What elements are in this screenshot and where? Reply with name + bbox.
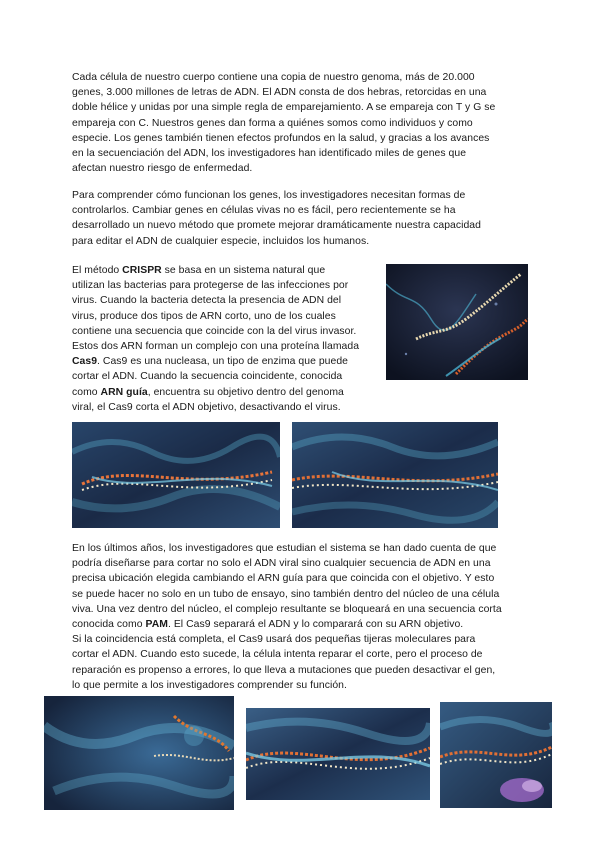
text-line: virus. Cuando la bacteria detecta la presencia de ADN del	[72, 295, 342, 307]
text-line: podría diseñarse para cortar no solo el ADN viral sino cualquier secuencia de ADN en una	[72, 558, 491, 570]
text-line: Si la coincidencia está completa, el Cas9 usará dos pequeñas tijeras moleculares para	[72, 634, 476, 646]
text-line: Para comprender cómo funcionan los genes, los investigadores necesitan formas de	[72, 190, 466, 201]
text-line: afectan nuestro riesgo de enfermedad.	[72, 163, 253, 175]
dna-helix-image	[386, 264, 528, 380]
crispr-term: CRISPR	[122, 265, 162, 276]
text-line: genes, 3.000 millones de letras de ADN. El ADN consta de dos hebras, retorcidas en una	[72, 87, 487, 99]
text-line: virus, produce dos tipos de ARN corto, uno de los cuales	[72, 310, 336, 322]
dna-cut-image	[246, 708, 430, 800]
text-line: conocida como PAM. El Cas9 separará el ADN y lo comparará con su ARN objetivo.	[72, 619, 464, 631]
gene-editing-paragraph	[72, 541, 502, 693]
text-line: contiene una secuencia que coincide con la del virus invasor.	[72, 325, 357, 337]
pam-term: PAM	[145, 619, 168, 631]
text-line: empareja con C. Nuestros genes dan forma a quiénes somos como individuos y como	[72, 117, 473, 129]
text-line: utilizan las bacterias para protegerse de las infecciones por	[72, 280, 349, 292]
text-line: reparación es propenso a errores, lo que lleva a mutaciones que pueden desactivar el gen,	[72, 664, 496, 676]
text-line: El método CRISPR se basa en un sistema natural que	[72, 265, 326, 276]
dna-repair-image	[440, 702, 552, 808]
text-line: cortar el ADN. Cuando la secuencia coincidente, conocida	[72, 371, 343, 383]
text-line: Cada célula de nuestro cuerpo contiene una copia de nuestro genoma, más de 20.000	[72, 72, 475, 83]
crispr-paragraph	[72, 263, 359, 415]
cas9-complex-image	[44, 696, 234, 810]
cas9-term: Cas9	[72, 356, 98, 368]
text-line: como ARN guía, encuentra su objetivo dentro del genoma	[72, 386, 344, 398]
text-line: en la secuenciación del ADN, los investigadores han identificado miles de genes que	[72, 148, 467, 160]
text-line: Estos dos ARN forman un complejo con una proteína llamada	[72, 341, 360, 353]
genes-control-paragraph	[72, 188, 481, 249]
text-line: Cas9. Cas9 es una nucleasa, un tipo de enzima que puede	[72, 356, 348, 368]
text-line: cortar el ADN. Cuando esto sucede, la célula intenta reparar el corte, pero el proceso de	[72, 649, 483, 661]
text-line: desarrollado un nuevo método que promete mejorar dramáticamente nuestra capacidad	[72, 220, 481, 232]
text-line: doble hélice y unidas por una simple regla de emparejamiento. A se empareja con T y G se	[72, 102, 496, 114]
text-line: controlarlos. Cambiar genes en células vivas no es fácil, pero recientemente se ha	[72, 205, 456, 217]
text-line: para editar el ADN de cualquier especie, incluidos los humanos.	[72, 235, 370, 247]
text-line: lo que permite a los investigadores comprender su función.	[72, 679, 347, 691]
text-line: En los últimos años, los investigadores que estudian el sistema se han dado cuenta de que	[72, 543, 497, 554]
cas9-dna-image	[72, 422, 280, 528]
dna-unwinding-image	[292, 422, 498, 528]
guide-rna-term: ARN guía	[100, 386, 148, 398]
text-line: especie. Los genes también tienen efectos profundos en la salud, y gracias a los avances	[72, 132, 490, 144]
text-line: se puede hacer no solo en un tubo de ensayo, sino también dentro del núcleo de una célula	[72, 588, 500, 600]
text-line: viva. Una vez dentro del núcleo, el complejo resultante se bloqueará en una secuencia corta	[72, 603, 502, 615]
text-line: viral, el Cas9 corta el ADN objetivo, desactivando el virus.	[72, 401, 341, 413]
text-line: precisa ubicación elegida cambiando el ARN guía para que coincida con el objetivo. Y esto	[72, 573, 495, 585]
intro-paragraph	[72, 70, 495, 176]
